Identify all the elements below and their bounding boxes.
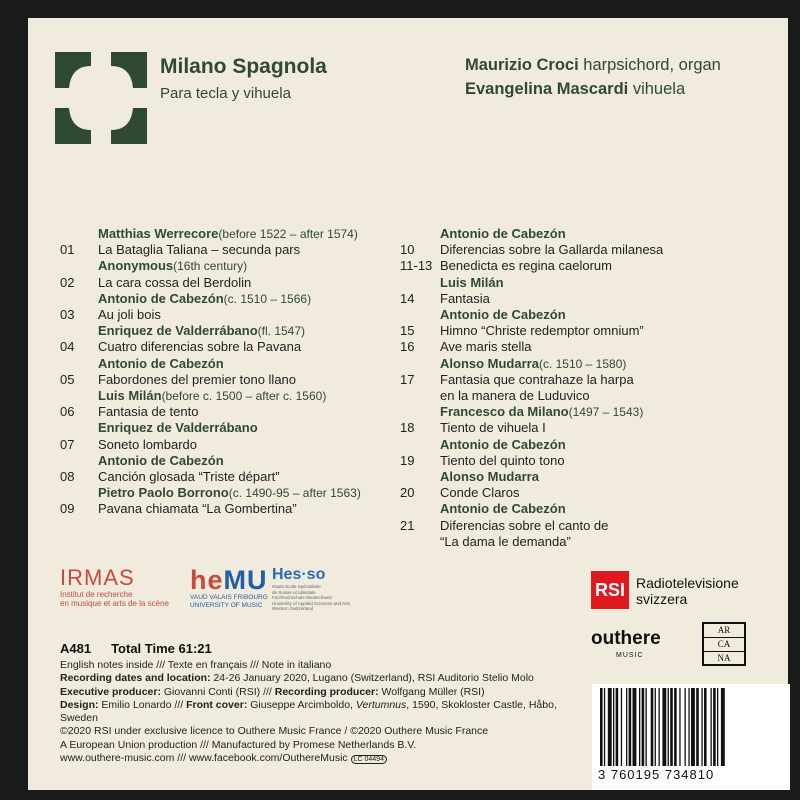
track-row	[60, 242, 390, 258]
producer-line: Executive producer: Giovanni Conti (RSI) /// Recording producer: Wolfgang Müller (RSI)	[60, 685, 485, 698]
outhere-logo: outhere	[591, 628, 661, 649]
web-line: www.outhere-music.com /// www.facebook.com/OuthereMusic LC 04494	[60, 752, 590, 766]
arcana-ca: CA	[704, 638, 744, 652]
arcana-na: NA	[717, 653, 731, 663]
album-title: Milano Spagnola	[160, 55, 327, 78]
right-border	[788, 0, 800, 800]
track-number	[60, 291, 98, 307]
track-row	[400, 242, 770, 258]
track-title: Cuatro diferencias sobre la Pavana	[98, 339, 302, 355]
track-title: Ave maris stella	[440, 339, 532, 355]
track-number: 21	[400, 517, 415, 533]
outhere-music-label: MUSIC	[616, 652, 644, 659]
track-row	[60, 275, 390, 291]
track-row	[400, 485, 770, 501]
track-row	[60, 453, 390, 469]
composer-dates: (1497 – 1543)	[568, 405, 644, 420]
track-row	[400, 307, 770, 323]
track-title: La cara cossa del Berdolin	[98, 274, 252, 290]
track-row	[60, 420, 390, 436]
barcode-bar	[668, 688, 669, 766]
rsi-line2: svizzera	[636, 591, 688, 607]
total-time: Total Time 61:21	[111, 641, 212, 656]
track-number	[60, 323, 98, 339]
track-row	[400, 420, 770, 436]
credits	[60, 659, 590, 766]
track-number: 03	[60, 307, 75, 323]
track-composer: Alonso Mudarra	[440, 355, 539, 371]
track-row	[400, 518, 770, 534]
track-row	[400, 534, 770, 550]
track-number: 18	[400, 420, 415, 436]
composer-dates: (c. 1490-95 – after 1563)	[228, 486, 361, 501]
copyright-line: ©2020 RSI under exclusive licence to Outhere Music France / ©2020 Outhere Music France	[60, 725, 489, 738]
release-info	[60, 641, 232, 656]
track-composer: Antonio de Cabezón	[98, 290, 224, 306]
barcode-bar	[629, 688, 632, 766]
top-border	[0, 0, 800, 18]
track-row	[400, 258, 770, 274]
track-row	[60, 404, 390, 420]
track-number	[60, 258, 98, 274]
track-composer: Luis Milán	[440, 274, 504, 290]
track-title: Conde Claros	[440, 485, 520, 501]
track-title: Pavana chiamata “La Gombertina”	[98, 501, 297, 517]
track-composer: Francesco da Milano	[440, 404, 569, 420]
track-row	[60, 291, 390, 307]
track-number: 08	[60, 469, 75, 485]
barcode-bar	[651, 688, 654, 766]
track-row	[60, 501, 390, 517]
track-row	[400, 388, 770, 404]
barcode-bar	[642, 688, 645, 766]
track-number	[60, 420, 98, 436]
track-number	[400, 534, 440, 550]
track-number	[400, 356, 440, 372]
track-number	[400, 501, 440, 517]
track-title: Diferencias sobre el canto de	[440, 517, 609, 533]
track-composer: Luis Milán	[98, 388, 162, 404]
composer-dates: (16th century)	[173, 259, 248, 274]
barcode-bars	[600, 688, 782, 766]
track-row	[400, 404, 770, 420]
performer-role: vihuela	[628, 80, 686, 98]
barcode-bar	[646, 688, 647, 766]
track-row	[60, 485, 390, 501]
track-title: Au joli bois	[98, 307, 161, 323]
track-composer: Pietro Paolo Borrono	[98, 485, 229, 501]
barcode-bar	[679, 688, 680, 766]
hes-sub5: Western Switzerland	[272, 606, 314, 611]
tracklist-left	[60, 226, 390, 518]
track-number: 16	[400, 339, 415, 355]
track-title: Canción glosada “Triste départ”	[98, 469, 280, 485]
track-composer: Anonymous	[98, 258, 174, 274]
lc-badge: LC 04494	[351, 755, 387, 764]
track-number: 05	[60, 371, 75, 387]
track-number	[400, 404, 440, 420]
track-number	[60, 356, 98, 372]
track-row	[400, 469, 770, 485]
track-number	[400, 275, 440, 291]
track-row	[400, 323, 770, 339]
track-row	[60, 437, 390, 453]
track-title: “La dama le demanda”	[440, 533, 571, 549]
hes-sub2: de Suisse occidentale	[272, 589, 316, 595]
track-number: 09	[60, 501, 75, 517]
track-row	[60, 258, 390, 274]
hemu-sub1: VAUD VALAIS FRIBOURG	[190, 594, 268, 601]
arcana-logo	[702, 622, 746, 666]
barcode-bar	[616, 688, 619, 766]
track-composer: Alonso Mudarra	[440, 469, 539, 485]
irmas-sub1: Institut de recherche	[60, 590, 133, 599]
album-subtitle: Para tecla y vihuela	[160, 85, 291, 102]
track-title: Fantasia de tento	[98, 404, 199, 420]
track-title: en la manera de Luduvico	[440, 388, 590, 404]
track-number: 04	[60, 339, 75, 355]
barcode-bar	[704, 688, 707, 766]
barcode-bar	[600, 688, 603, 766]
arcana-ar: AR	[704, 624, 744, 638]
hes-sub1: Haute Ecole Spécialisée	[272, 584, 321, 589]
track-composer: Antonio de Cabezón	[98, 452, 224, 468]
track-number	[400, 307, 440, 323]
irmas-logo	[60, 566, 180, 608]
track-row	[400, 275, 770, 291]
barcode-bar	[633, 688, 637, 766]
barcode-bar	[604, 688, 605, 766]
tracklist-right	[400, 226, 770, 550]
track-number	[400, 226, 440, 242]
track-number: 01	[60, 242, 75, 258]
barcode-bar	[674, 688, 677, 766]
track-row	[60, 323, 390, 339]
barcode-bar	[713, 688, 716, 766]
track-row	[400, 339, 770, 355]
barcode-bar	[659, 688, 660, 766]
hes-name: Hes·so	[272, 566, 326, 583]
track-composer: Matthias Werrecore	[98, 226, 219, 241]
barcode-bar	[701, 688, 702, 766]
composer-dates: (before c. 1500 – after c. 1560)	[161, 389, 327, 404]
barcode-bar	[688, 688, 689, 766]
rsi-text	[636, 575, 739, 607]
track-number: 19	[400, 452, 415, 468]
track-number	[60, 453, 98, 469]
composer-dates: (fl. 1547)	[257, 324, 306, 339]
album-logo	[55, 52, 147, 144]
track-number: 14	[400, 290, 415, 306]
barcode-bar	[670, 688, 673, 766]
track-number: 15	[400, 323, 415, 339]
recording-line: Recording dates and location: 24-26 January 2020, Lugano (Switzerland), RSI Auditorio Stelio Molo	[60, 672, 534, 685]
track-row	[60, 388, 390, 404]
hes-sub3: Fachhochschule Westschweiz	[272, 595, 333, 600]
track-row	[60, 372, 390, 388]
track-title: Tiento del quinto tono	[440, 452, 565, 468]
track-row	[400, 291, 770, 307]
barcode-bar	[662, 688, 666, 766]
track-number	[400, 469, 440, 485]
eu-line: A European Union production /// Manufactured by Promese Netherlands B.V.	[60, 738, 417, 751]
track-number: 20	[400, 485, 415, 501]
composer-dates: (before 1522 – after 1574)	[218, 227, 358, 241]
track-number: 17	[400, 371, 415, 387]
track-row	[400, 453, 770, 469]
design-line: Design: Emilio Lonardo /// Front cover: Giuseppe Arcimboldo, Vertumnus, 1590, Skokloster Castle, Håbo, Sweden	[60, 698, 557, 725]
composer-dates: (c. 1510 – 1566)	[223, 291, 312, 306]
track-number	[60, 485, 98, 501]
track-title: Soneto lombardo	[98, 436, 198, 452]
track-row	[60, 469, 390, 485]
rsi-line1: Radiotelevisione	[636, 575, 739, 591]
hes-sub4: University of Applied Sciences and Arts	[272, 600, 351, 606]
track-row	[400, 356, 770, 372]
track-row	[60, 339, 390, 355]
barcode-bar	[608, 688, 612, 766]
hesso-logo	[272, 566, 362, 612]
performer-role: harpsichord, organ	[578, 56, 721, 74]
track-number: 07	[60, 436, 75, 452]
track-composer: Antonio de Cabezón	[98, 355, 224, 371]
track-title: Tiento de vihuela I	[440, 420, 546, 436]
barcode-bar	[717, 688, 718, 766]
track-composer: Antonio de Cabezón	[440, 436, 566, 452]
irmas-sub2: en musique et arts de la scène	[60, 599, 169, 608]
track-number: 11-13	[400, 258, 433, 274]
track-composer: Antonio de Cabezón	[440, 307, 566, 323]
performer-name: Evangelina Mascardi	[465, 80, 629, 98]
track-number	[60, 388, 98, 404]
irmas-name: IRMAS	[60, 565, 135, 590]
track-number	[400, 388, 440, 404]
barcode-bar	[621, 688, 622, 766]
barcode-bar	[691, 688, 695, 766]
track-row	[60, 307, 390, 323]
track-row	[400, 501, 770, 517]
hemu-sub2: UNIVERSITY OF MUSIC	[190, 602, 263, 609]
barcode-bar	[696, 688, 699, 766]
track-title: Fantasia	[440, 290, 490, 306]
barcode-bar	[711, 688, 712, 766]
track-title: Fabordones del premier tono llano	[98, 371, 297, 387]
performer-2	[465, 77, 721, 101]
track-title: Diferencias sobre la Gallarda milanesa	[440, 242, 664, 258]
track-number: 10	[400, 242, 415, 258]
barcode-bar	[626, 688, 627, 766]
track-row	[400, 437, 770, 453]
performer-1	[465, 53, 721, 77]
barcode-bar	[721, 688, 725, 766]
notes-line: English notes inside /// Texte en français /// Note in italiano	[60, 659, 332, 671]
track-row	[60, 226, 390, 242]
hemu-he: he	[190, 565, 224, 595]
hemu-logo	[190, 566, 280, 610]
barcode-bar	[655, 688, 656, 766]
track-title: Himno “Christe redemptor omnium”	[440, 323, 644, 339]
track-number: 02	[60, 274, 75, 290]
barcode-bar	[639, 688, 640, 766]
track-title: Benedicta es regina caelorum	[440, 258, 612, 274]
track-number	[60, 226, 98, 242]
track-composer: Antonio de Cabezón	[440, 226, 566, 241]
hemu-mu: MU	[223, 565, 268, 595]
track-row	[400, 372, 770, 388]
track-row	[60, 356, 390, 372]
barcode-digits: 3 760195 734810	[598, 767, 715, 782]
composer-dates: (c. 1510 – 1580)	[538, 356, 627, 371]
track-title: La Bataglia Taliana – secunda pars	[98, 242, 301, 258]
barcode	[592, 684, 790, 790]
track-composer: Enriquez de Valderrábano	[98, 323, 258, 339]
performers	[465, 53, 721, 101]
rsi-logo: RSI	[591, 571, 629, 609]
track-number	[400, 437, 440, 453]
left-border	[0, 0, 28, 800]
track-composer: Antonio de Cabezón	[440, 501, 566, 517]
track-row	[400, 226, 770, 242]
track-number: 06	[60, 404, 75, 420]
track-title: Fantasia que contrahaze la harpa	[440, 371, 634, 387]
catalog-number: A481	[60, 641, 92, 656]
track-composer: Enriquez de Valderrábano	[98, 420, 258, 436]
barcode-bar	[685, 688, 686, 766]
barcode-bar	[613, 688, 614, 766]
performer-name: Maurizio Croci	[465, 56, 579, 74]
bottom-border	[0, 790, 800, 800]
